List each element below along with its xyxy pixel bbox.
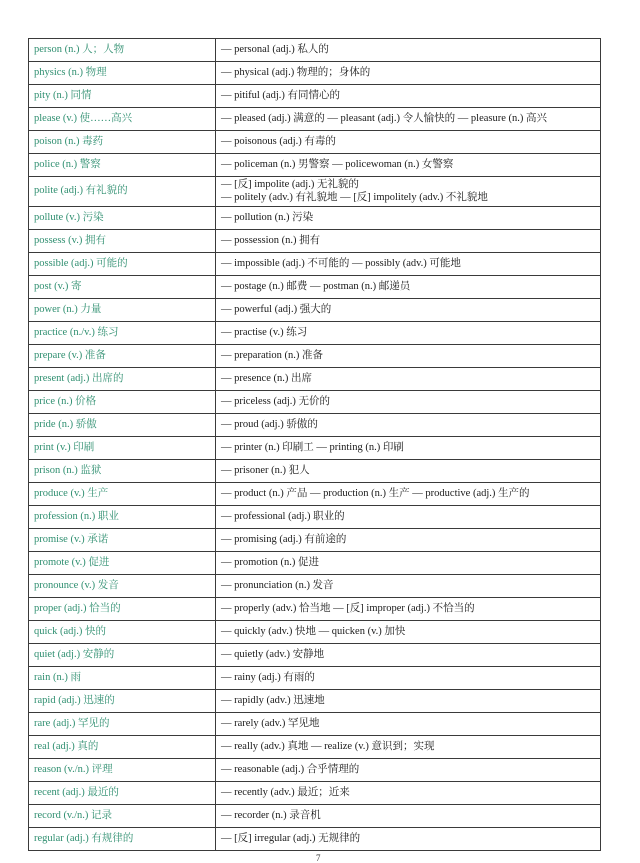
derived-words-cell [216, 506, 601, 529]
headword-cell: physics (n.) 物理 [29, 62, 216, 85]
derived-words-cell [216, 575, 601, 598]
table-row [29, 529, 601, 552]
headword-cell: police (n.) 警察 [29, 154, 216, 177]
derived-word-line: — physical (adj.) 物理的；身体的 [221, 66, 371, 78]
table-row [29, 552, 601, 575]
derived-words-cell [216, 230, 601, 253]
table-row [29, 391, 601, 414]
table-row [29, 736, 601, 759]
derived-words-cell [216, 713, 601, 736]
derived-word-line: — quietly (adv.) 安静地 [221, 648, 325, 660]
derived-word-line: — promotion (n.) 促进 [221, 556, 319, 568]
table-row [29, 575, 601, 598]
headword-cell: regular (adj.) 有规律的 [29, 828, 216, 851]
derived-words-cell [216, 154, 601, 177]
headword-cell: rare (adj.) 罕见的 [29, 713, 216, 736]
derived-words-cell [216, 345, 601, 368]
derived-word-line: — really (adv.) 真地 — realize (v.) 意识到；实现 [221, 740, 435, 752]
derived-word-line: — recently (adv.) 最近；近来 [221, 786, 350, 798]
headword-cell: prepare (v.) 准备 [29, 345, 216, 368]
derived-words-cell [216, 552, 601, 575]
derived-words-cell [216, 529, 601, 552]
headword-cell: person (n.) 人；人物 [29, 39, 216, 62]
headword-cell: pride (n.) 骄傲 [29, 414, 216, 437]
derived-word-line: — recorder (n.) 录音机 [221, 809, 321, 821]
derived-words-cell [216, 299, 601, 322]
derived-word-line: — quickly (adv.) 快地 — quicken (v.) 加快 [221, 625, 406, 637]
table-row [29, 253, 601, 276]
headword-cell: record (v./n.) 记录 [29, 805, 216, 828]
headword-cell: promise (v.) 承诺 [29, 529, 216, 552]
derived-words-cell [216, 322, 601, 345]
table-row [29, 368, 601, 391]
derived-words-cell [216, 598, 601, 621]
derived-words-cell [216, 131, 601, 154]
derived-words-cell [216, 690, 601, 713]
headword-cell: produce (v.) 生产 [29, 483, 216, 506]
headword-cell: proper (adj.) 恰当的 [29, 598, 216, 621]
derived-words-cell [216, 805, 601, 828]
table-row [29, 483, 601, 506]
headword-cell: reason (v./n.) 评理 [29, 759, 216, 782]
table-row [29, 108, 601, 131]
table-row [29, 598, 601, 621]
headword-cell: possible (adj.) 可能的 [29, 253, 216, 276]
table-row [29, 131, 601, 154]
table-row [29, 782, 601, 805]
derived-word-line: — product (n.) 产品 — production (n.) 生产 — productive (adj.) 生产的 [221, 487, 530, 499]
table-row [29, 667, 601, 690]
derived-words-cell [216, 460, 601, 483]
derived-word-line: — powerful (adj.) 强大的 [221, 303, 332, 315]
derived-word-line: — pitiful (adj.) 有同情心的 [221, 89, 340, 101]
derived-words-cell [216, 85, 601, 108]
derived-words-cell [216, 207, 601, 230]
derived-words-cell [216, 667, 601, 690]
derived-words-cell [216, 437, 601, 460]
headword-cell: polite (adj.) 有礼貌的 [29, 177, 216, 207]
headword-cell: pollute (v.) 污染 [29, 207, 216, 230]
derived-word-line: — practise (v.) 练习 [221, 326, 308, 338]
table-row [29, 690, 601, 713]
vocabulary-table [28, 38, 601, 851]
table-row [29, 345, 601, 368]
derived-word-line: — reasonable (adj.) 合乎情理的 [221, 763, 360, 775]
derived-word-line: — pronunciation (n.) 发音 [221, 579, 334, 591]
derived-words-cell [216, 253, 601, 276]
derived-word-line: — possession (n.) 拥有 [221, 234, 321, 246]
derived-word-line: — personal (adj.) 私人的 [221, 43, 329, 55]
headword-cell: price (n.) 价格 [29, 391, 216, 414]
derived-word-line: — impossible (adj.) 不可能的 — possibly (adv.) 可能地 [221, 257, 461, 269]
derived-words-cell [216, 108, 601, 131]
derived-words-cell [216, 828, 601, 851]
derived-word-line: — postage (n.) 邮费 — postman (n.) 邮递员 [221, 280, 411, 292]
headword-cell: quick (adj.) 快的 [29, 621, 216, 644]
derived-words-cell [216, 621, 601, 644]
headword-cell: poison (n.) 毒药 [29, 131, 216, 154]
derived-words-cell [216, 483, 601, 506]
table-row [29, 177, 601, 207]
headword-cell: real (adj.) 真的 [29, 736, 216, 759]
derived-words-cell [216, 39, 601, 62]
derived-word-line: — professional (adj.) 职业的 [221, 510, 345, 522]
page-number: 7 [316, 853, 321, 863]
derived-words-cell [216, 276, 601, 299]
headword-cell: please (v.) 使……高兴 [29, 108, 216, 131]
derived-words-cell [216, 414, 601, 437]
headword-cell: rapid (adj.) 迅速的 [29, 690, 216, 713]
derived-word-line: — printer (n.) 印刷工 — printing (n.) 印刷 [221, 441, 404, 453]
derived-word-line: — [反] irregular (adj.) 无规律的 [221, 832, 361, 844]
headword-cell: rain (n.) 雨 [29, 667, 216, 690]
table-row [29, 621, 601, 644]
headword-cell: prison (n.) 监狱 [29, 460, 216, 483]
headword-cell: pronounce (v.) 发音 [29, 575, 216, 598]
headword-cell: practice (n./v.) 练习 [29, 322, 216, 345]
derived-word-line: — rapidly (adv.) 迅速地 [221, 694, 325, 706]
derived-word-line: — proud (adj.) 骄傲的 [221, 418, 318, 430]
headword-cell: quiet (adj.) 安静的 [29, 644, 216, 667]
table-row [29, 322, 601, 345]
table-row [29, 713, 601, 736]
derived-word-line: — [反] impolite (adj.) 无礼貌的 [221, 179, 359, 191]
headword-cell: pity (n.) 同情 [29, 85, 216, 108]
derived-words-cell [216, 62, 601, 85]
table-row [29, 62, 601, 85]
derived-word-line: — pollution (n.) 污染 [221, 211, 314, 223]
table-row [29, 828, 601, 851]
headword-cell: present (adj.) 出席的 [29, 368, 216, 391]
table-row [29, 506, 601, 529]
vocabulary-table-body [29, 39, 601, 851]
vocabulary-sheet [28, 38, 601, 851]
derived-word-line: — prisoner (n.) 犯人 [221, 464, 310, 476]
derived-words-cell [216, 644, 601, 667]
derived-word-line: — preparation (n.) 准备 [221, 349, 324, 361]
derived-words-cell [216, 368, 601, 391]
table-row [29, 460, 601, 483]
derived-word-line: — politely (adv.) 有礼貌地 — [反] impolitely (adv.) 不礼貌地 [221, 191, 488, 203]
headword-cell: profession (n.) 职业 [29, 506, 216, 529]
derived-words-cell [216, 177, 601, 207]
headword-cell: promote (v.) 促进 [29, 552, 216, 575]
derived-words-cell [216, 782, 601, 805]
headword-cell: power (n.) 力量 [29, 299, 216, 322]
table-row [29, 805, 601, 828]
table-row [29, 414, 601, 437]
table-row [29, 85, 601, 108]
table-row [29, 759, 601, 782]
derived-word-line: — policeman (n.) 男警察 — policewoman (n.) 女警察 [221, 158, 454, 170]
derived-word-line: — poisonous (adj.) 有毒的 [221, 135, 336, 147]
headword-cell: recent (adj.) 最近的 [29, 782, 216, 805]
table-row [29, 644, 601, 667]
derived-word-line: — priceless (adj.) 无价的 [221, 395, 331, 407]
table-row [29, 437, 601, 460]
derived-words-cell [216, 391, 601, 414]
table-row [29, 230, 601, 253]
headword-cell: print (v.) 印刷 [29, 437, 216, 460]
derived-word-line: — presence (n.) 出席 [221, 372, 312, 384]
derived-word-line: — promising (adj.) 有前途的 [221, 533, 347, 545]
table-row [29, 299, 601, 322]
derived-word-line: — pleased (adj.) 满意的 — pleasant (adj.) 令人愉快的 — pleasure (n.) 高兴 [221, 112, 548, 124]
derived-word-line: — rarely (adv.) 罕见地 [221, 717, 320, 729]
derived-word-line: — rainy (adj.) 有雨的 [221, 671, 315, 683]
table-row [29, 276, 601, 299]
table-row [29, 154, 601, 177]
table-row [29, 207, 601, 230]
table-row [29, 39, 601, 62]
derived-words-cell [216, 736, 601, 759]
headword-cell: post (v.) 寄 [29, 276, 216, 299]
derived-words-cell [216, 759, 601, 782]
derived-word-line: — properly (adv.) 恰当地 — [反] improper (adj.) 不恰当的 [221, 602, 475, 614]
headword-cell: possess (v.) 拥有 [29, 230, 216, 253]
